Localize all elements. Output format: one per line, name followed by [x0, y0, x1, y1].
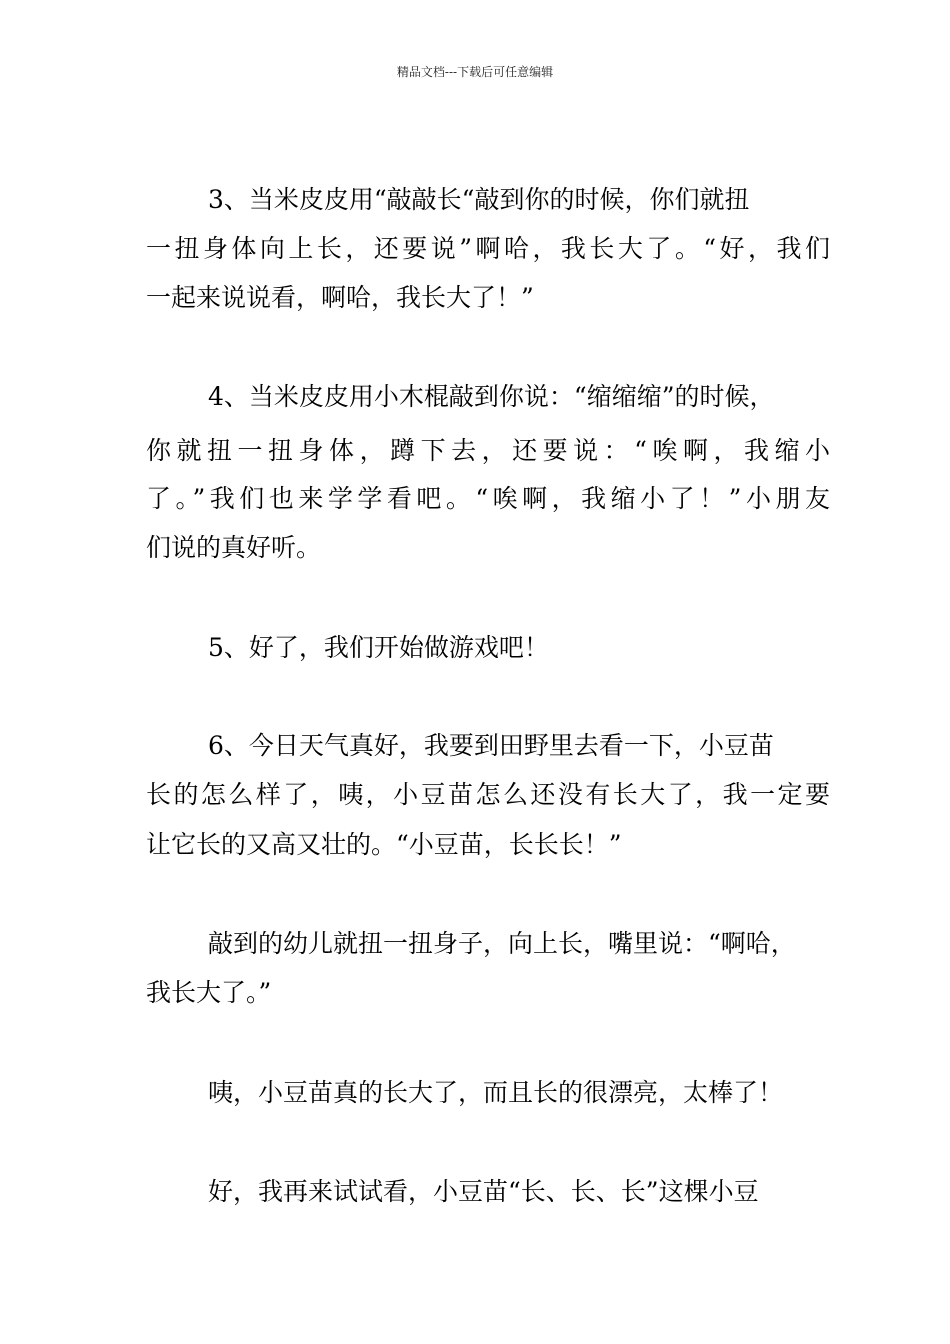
paragraph-line: 4、当米皮皮用小木棍敲到你说：“缩缩缩”的时候，	[208, 382, 775, 411]
paragraph-line: 敲到的幼儿就扭一扭身子，向上长，嘴里说：“啊哈，	[208, 929, 796, 958]
page-header: 精品文档---下载后可任意编辑	[396, 65, 554, 79]
paragraph-line: 5、好了，我们开始做游戏吧！	[208, 633, 549, 662]
paragraph-line: 咦，小豆苗真的长大了，而且长的很漂亮，太棒了！	[208, 1078, 784, 1107]
paragraph-line: 一起来说说看，啊哈，我长大了！”	[146, 283, 534, 312]
paragraph-line: 了。”我们也来学学看吧。“唉啊，我缩小了！”小朋友	[146, 484, 830, 513]
paragraph-line: 好，我再来试试看，小豆苗“长、长、长”这棵小豆	[208, 1177, 759, 1206]
paragraph-line: 我长大了。”	[146, 978, 272, 1007]
paragraph-line: 3、当米皮皮用“敲敲长“敲到你的时候，你们就扭	[208, 185, 750, 214]
paragraph-line: 长的怎么样了，咦，小豆苗怎么还没有长大了，我一定要	[146, 780, 830, 809]
paragraph-line: 让它长的又高又壮的。“小豆苗，长长长！”	[146, 830, 622, 859]
paragraph-line: 你就扭一扭身体，蹲下去，还要说：“唉啊，我缩小	[146, 436, 830, 465]
paragraph-line: 们说的真好听。	[146, 533, 322, 562]
paragraph-line: 6、今日天气真好，我要到田野里去看一下，小豆苗	[208, 731, 774, 760]
paragraph-line: 一扭身体向上长，还要说”啊哈，我长大了。“好，我们	[146, 234, 830, 263]
